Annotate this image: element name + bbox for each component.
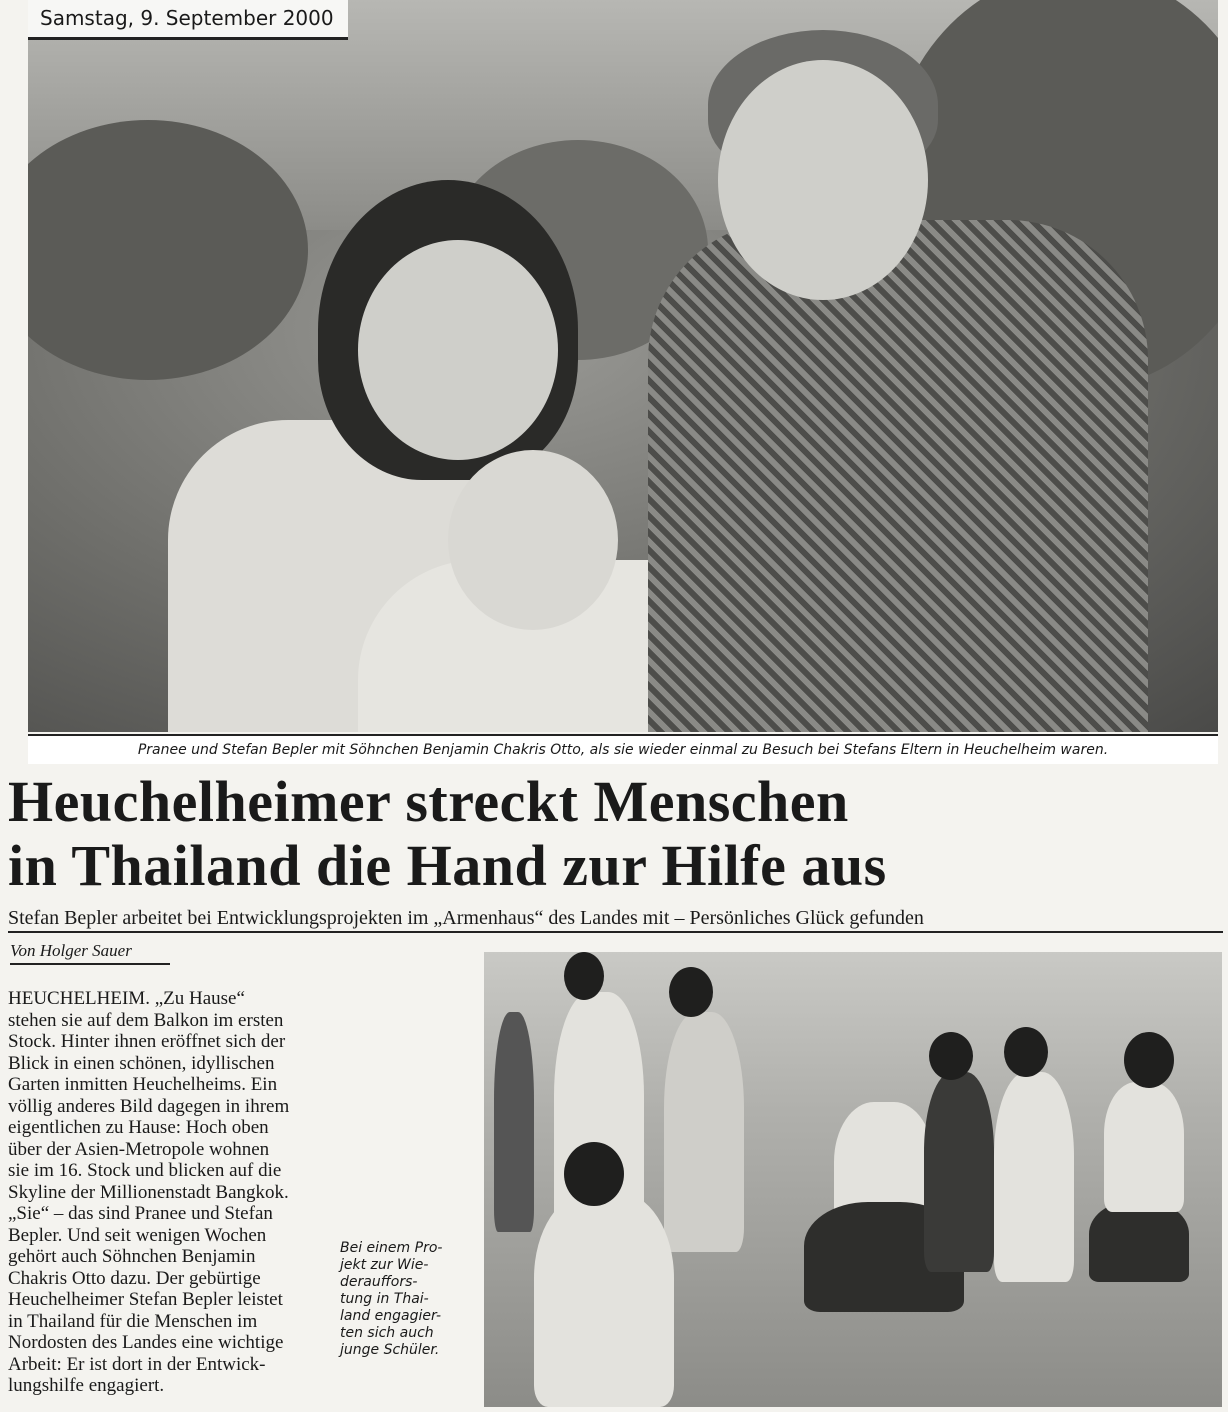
photo-caption-bottom: Bei einem Pro- jekt zur Wie- derauffors- tung in Thai- land engagier- ten sich auch junge Schüler.: [340, 1240, 443, 1358]
family-photo: [28, 0, 1218, 732]
byline: Von Holger Sauer: [10, 941, 170, 965]
headline-line-2: in Thailand die Hand zur Hilfe aus: [8, 833, 887, 898]
subheadline: Stefan Bepler arbeitet bei Entwicklungsprojekten im „Armenhaus“ des Landes mit – Persönliches Glück gefunden: [8, 905, 1223, 933]
headline-line-1: Heuchelheimer streckt Menschen: [8, 769, 849, 834]
reforestation-photo: [484, 952, 1222, 1407]
publication-date: Samstag, 9. September 2000: [28, 0, 348, 40]
headline: [8, 770, 1218, 898]
photo-caption-top: Pranee und Stefan Bepler mit Söhnchen Benjamin Chakris Otto, als sie wieder einmal zu Besuch bei Stefans Eltern in Heuchelheim waren.: [28, 734, 1218, 764]
article-body: HEUCHELHEIM. „Zu Hause“ stehen sie auf dem Balkon im ersten Stock. Hinter ihnen eröffnet sich der Blick in einen schönen, idyllischen Garten inmitten Heuchelheims. Ein völlig anderes Bild dagegen in ihrem eigentlichen zu Hause: Hoch oben über der Asien-Metropole wohnen sie im 16. Stock und blicken auf die Skyline der Millionenstadt Bangkok. „Sie“ – das sind Pranee und Stefan Bepler. Und seit wenigen Wochen gehört auch Söhnchen Benjamin Chakris Otto dazu. Der gebürtige Heuchelheimer Stefan Bepler leistet in Thailand für die Menschen im Nordosten des Landes eine wichtige Arbeit: Er ist dort in der Entwick- lungshilfe engagiert.: [8, 988, 290, 1396]
